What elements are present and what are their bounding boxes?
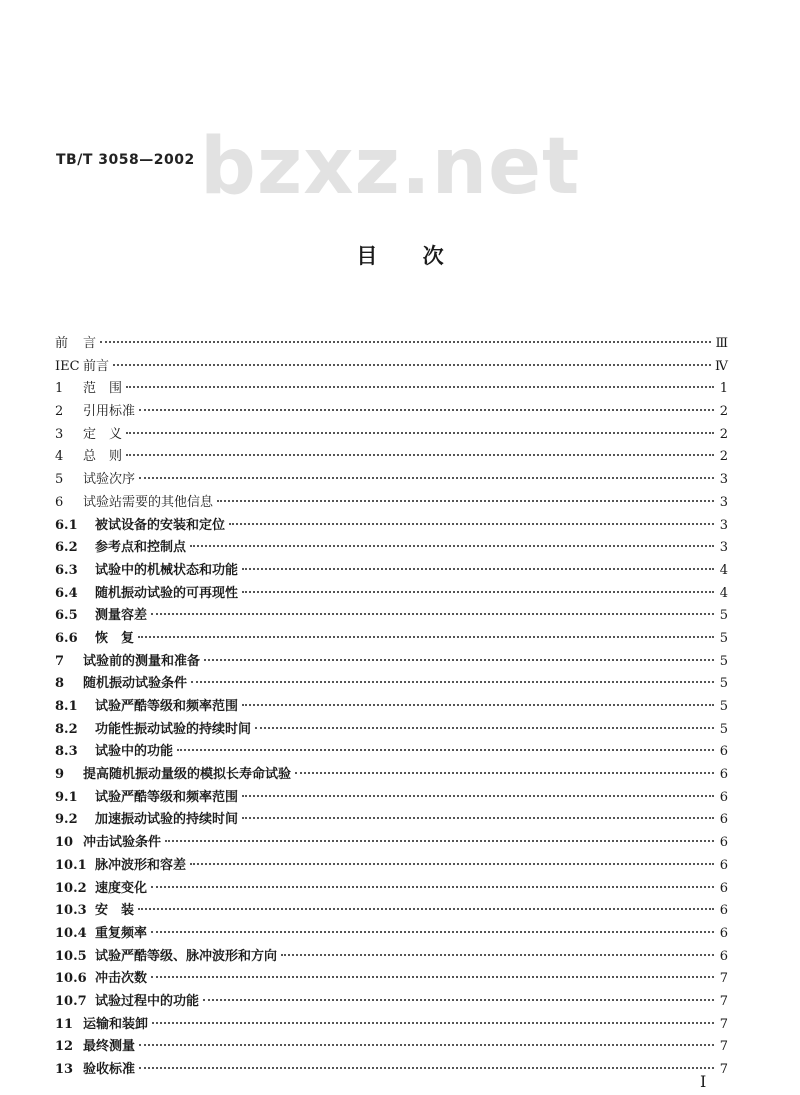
toc-entry-page: 7 <box>719 1039 728 1055</box>
toc-entry-number: 7 <box>55 653 65 669</box>
toc-entry-number: 1 <box>55 381 64 397</box>
toc-entry <box>55 991 728 1014</box>
dot-leader <box>151 976 714 978</box>
toc-entry-number: 3 <box>55 426 64 442</box>
toc-entry <box>55 605 728 628</box>
toc-entry-number: 10 <box>55 835 74 851</box>
toc-heading: 目 次 <box>356 244 444 268</box>
dot-leader <box>191 681 714 683</box>
dot-leader <box>126 386 714 388</box>
dot-leader <box>190 863 714 865</box>
dot-leader <box>242 817 714 819</box>
toc-entry-title: 言 <box>83 336 97 351</box>
toc-entry <box>55 515 728 538</box>
toc-entry-number: 6.6 <box>55 630 78 646</box>
toc-entry <box>55 537 728 560</box>
toc-entry <box>55 878 728 901</box>
standard-code: TB/T 3058—2002 <box>56 152 195 168</box>
toc-entry <box>55 446 728 469</box>
toc-entry-title: 试验中的机械状态和功能 <box>95 562 239 578</box>
toc-entry-page: 7 <box>719 971 728 987</box>
toc-entry-title: 试验过程中的功能 <box>95 993 200 1009</box>
toc-entry <box>55 719 728 742</box>
toc-entry-number: 6.3 <box>55 562 78 578</box>
dot-leader <box>229 523 714 525</box>
toc-entry-number: 6 <box>55 494 64 510</box>
toc-entry-title: 被试设备的安装和定位 <box>95 517 226 533</box>
toc-entry <box>55 855 728 878</box>
toc-entry-number: 8.3 <box>55 744 78 760</box>
dot-leader <box>190 545 714 547</box>
toc-entry-title: 定 义 <box>83 426 123 442</box>
toc-entry <box>55 401 728 424</box>
dot-leader <box>138 908 714 910</box>
toc-entry <box>55 832 728 855</box>
toc-entry <box>55 560 728 583</box>
toc-entry-page: 6 <box>719 812 728 828</box>
dot-leader <box>151 613 714 615</box>
toc-entry-title: 速度变化 <box>95 880 148 896</box>
toc-entry <box>55 492 728 515</box>
dot-leader <box>152 1022 714 1024</box>
toc-entry-page: Ⅲ <box>715 336 728 351</box>
dot-leader <box>165 840 714 842</box>
toc-entry-title: 脉冲波形和容差 <box>95 857 187 873</box>
toc-entry <box>55 764 728 787</box>
toc-entry-number: 9 <box>55 767 65 783</box>
toc-entry-page: 5 <box>719 630 728 646</box>
toc-entry-number: 6.1 <box>55 517 78 533</box>
toc-entry <box>55 378 728 401</box>
dot-leader <box>139 1044 714 1046</box>
toc-entry-page: 7 <box>719 1016 728 1032</box>
toc-entry <box>55 1014 728 1037</box>
toc-entry-number: 9.1 <box>55 789 78 805</box>
dot-leader <box>126 454 714 456</box>
dot-leader <box>100 341 711 343</box>
toc-entry-page: 6 <box>719 789 728 805</box>
toc-entry-page: 5 <box>719 676 728 692</box>
toc-entry-page: 6 <box>719 767 728 783</box>
toc-entry-page: 3 <box>719 517 728 533</box>
toc-entry <box>55 809 728 832</box>
toc-entry-number: 11 <box>55 1016 74 1032</box>
dot-leader <box>126 432 714 434</box>
toc-entry-title: 随机振动试验的可再现性 <box>95 585 239 601</box>
toc-entry-title: 运输和装卸 <box>83 1016 149 1032</box>
toc-entry-number: 8.1 <box>55 699 78 714</box>
toc-entry-page: 1 <box>719 381 728 397</box>
toc-entry-page: Ⅳ <box>715 358 728 374</box>
toc-entry <box>55 900 728 923</box>
toc-entry-number: 10.1 <box>55 857 87 873</box>
toc-entry-page: 5 <box>719 608 728 624</box>
toc-entry-page: 2 <box>719 404 728 420</box>
toc-entry <box>55 923 728 946</box>
toc-entry <box>55 673 728 696</box>
toc-entry <box>55 741 728 764</box>
toc-entry <box>55 356 728 379</box>
dot-leader <box>139 1067 714 1069</box>
toc-entry-title: 安 装 <box>95 903 135 919</box>
toc-entry-title: 重复频率 <box>95 925 148 941</box>
watermark: bzxz.net <box>200 122 581 212</box>
toc-entry-title: 试验严酷等级和频率范围 <box>95 699 239 714</box>
toc-entry-title: 冲击次数 <box>95 971 148 987</box>
toc-entry-page: 6 <box>719 948 728 964</box>
toc-entry-title: 随机振动试验条件 <box>83 676 188 692</box>
toc-entry-page: 6 <box>719 925 728 941</box>
toc-entry <box>55 469 728 492</box>
toc-entry-title: 试验前的测量和准备 <box>83 653 201 669</box>
toc-entry <box>55 1036 728 1059</box>
dot-leader <box>138 636 714 638</box>
toc-entry-number: 9.2 <box>55 812 78 828</box>
toc-entry-title: 冲击试验条件 <box>83 835 162 851</box>
toc-entry-number: 10.2 <box>55 880 87 896</box>
toc-entry-number: 6.2 <box>55 540 78 556</box>
toc-entry <box>55 651 728 674</box>
toc-entry-number: 2 <box>55 404 64 420</box>
toc-entry-number: 12 <box>55 1039 74 1055</box>
toc-entry-number: 8.2 <box>55 721 78 737</box>
toc-entry-number: IEC <box>55 358 80 374</box>
toc-entry-number: 4 <box>55 449 64 465</box>
toc-entry-title: 最终测量 <box>83 1039 136 1055</box>
toc-entry-number: 10.6 <box>55 971 87 987</box>
toc-entry-number: 10.4 <box>55 925 87 941</box>
toc-entry-title: 功能性振动试验的持续时间 <box>95 721 252 737</box>
dot-leader <box>177 749 714 751</box>
toc-entry-number: 10.7 <box>55 993 87 1009</box>
toc-entry-number: 6.4 <box>55 585 78 601</box>
toc-entry-number: 前 <box>55 336 69 351</box>
toc-entry-title: 恢 复 <box>95 630 135 646</box>
toc-entry-title: 范 围 <box>83 381 123 397</box>
toc-entry-title: 试验严酷等级、脉冲波形和方向 <box>95 948 278 964</box>
table-of-contents <box>55 333 728 1082</box>
toc-entry-title: 验收标准 <box>83 1062 136 1077</box>
dot-leader <box>242 704 714 706</box>
toc-entry-page: 6 <box>719 835 728 851</box>
toc-entry <box>55 628 728 651</box>
toc-entry-number: 10.3 <box>55 903 87 919</box>
toc-entry-title: 提高随机振动量级的模拟长寿命试验 <box>83 767 292 783</box>
dot-leader <box>281 954 714 956</box>
dot-leader <box>255 727 714 729</box>
dot-leader <box>242 568 714 570</box>
toc-entry-title: 引用标准 <box>83 404 136 420</box>
toc-entry <box>55 787 728 810</box>
toc-entry-title: 加速振动试验的持续时间 <box>95 812 239 828</box>
toc-entry-number: 5 <box>55 472 64 488</box>
toc-entry-page: 6 <box>719 857 728 873</box>
toc-entry-number: 6.5 <box>55 608 78 624</box>
dot-leader <box>139 477 714 479</box>
toc-entry-title: 试验站需要的其他信息 <box>83 494 214 510</box>
toc-entry-number: 10.5 <box>55 948 87 964</box>
toc-entry-page: 5 <box>719 721 728 737</box>
dot-leader <box>113 364 711 366</box>
toc-entry-number: 13 <box>55 1062 74 1077</box>
toc-entry-title: 测量容差 <box>95 608 148 624</box>
toc-entry-title: 前言 <box>83 358 110 374</box>
toc-entry-page: 3 <box>719 472 728 488</box>
dot-leader <box>204 659 714 661</box>
toc-entry-page: 7 <box>719 993 728 1009</box>
toc-entry-page: 4 <box>719 562 728 578</box>
toc-entry <box>55 696 728 719</box>
toc-entry <box>55 333 728 356</box>
toc-entry-title: 试验中的功能 <box>95 744 174 760</box>
page-number: I <box>700 1072 707 1091</box>
toc-entry-title: 总 则 <box>83 449 123 465</box>
toc-entry-page: 3 <box>719 540 728 556</box>
dot-leader <box>203 999 714 1001</box>
toc-entry-title: 试验次序 <box>83 472 136 488</box>
dot-leader <box>242 795 714 797</box>
toc-entry-number: 8 <box>55 676 65 692</box>
toc-entry <box>55 424 728 447</box>
toc-entry <box>55 583 728 606</box>
toc-entry-page: 6 <box>719 744 728 760</box>
toc-entry-page: 2 <box>719 426 728 442</box>
dot-leader <box>295 772 714 774</box>
toc-entry-page: 7 <box>719 1062 728 1077</box>
toc-entry-page: 4 <box>719 585 728 601</box>
toc-entry-title: 试验严酷等级和频率范围 <box>95 789 239 805</box>
dot-leader <box>217 500 714 502</box>
toc-entry-page: 5 <box>719 653 728 669</box>
toc-entry-title: 参考点和控制点 <box>95 540 187 556</box>
toc-entry-page: 6 <box>719 903 728 919</box>
toc-entry-page: 2 <box>719 449 728 465</box>
dot-leader <box>139 409 714 411</box>
dot-leader <box>151 886 714 888</box>
toc-entry-page: 5 <box>719 699 728 714</box>
dot-leader <box>151 931 714 933</box>
toc-entry-page: 6 <box>719 880 728 896</box>
toc-entry <box>55 946 728 969</box>
toc-entry <box>55 968 728 991</box>
toc-entry-page: 3 <box>719 494 728 510</box>
toc-entry <box>55 1059 728 1082</box>
dot-leader <box>242 591 714 593</box>
